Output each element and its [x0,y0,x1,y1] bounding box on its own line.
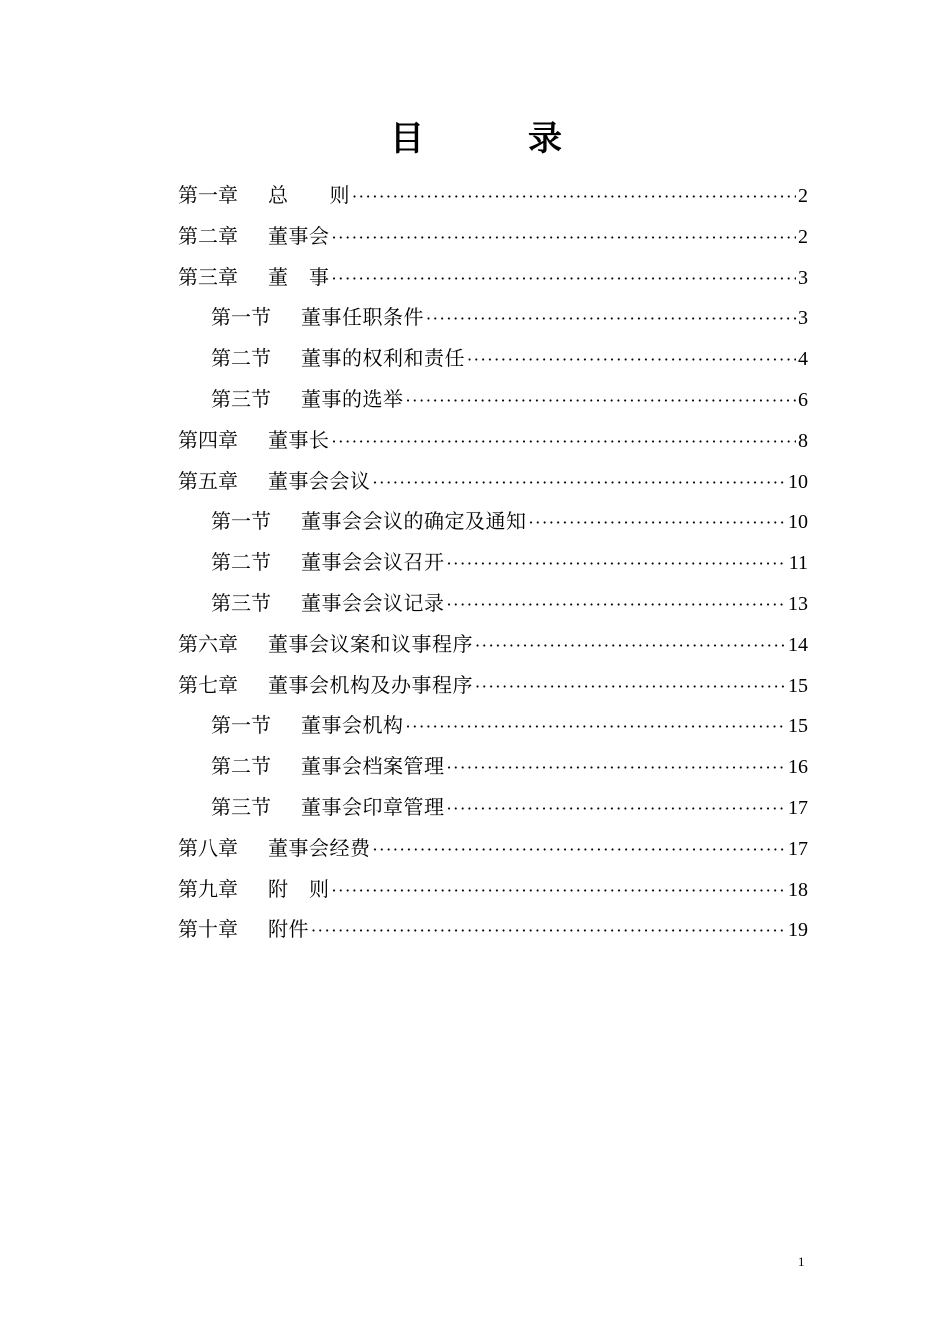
toc-chapter-entry[interactable] [178,828,808,869]
toc-entry-title: 董事任职条件 [301,305,424,330]
toc-entry-title: 董事会档案管理 [301,754,445,779]
toc-section-entry[interactable] [178,379,808,420]
toc-entry-page-number: 17 [788,837,808,860]
toc-entry-label: 第四章 [178,427,238,452]
toc-entry-page-number: 19 [788,919,808,942]
toc-dot-leader [447,789,787,830]
toc-section-entry[interactable] [178,297,808,338]
toc-section-entry[interactable] [178,787,808,828]
toc-dot-leader [475,667,786,708]
toc-entry-title: 董事会经费 [268,835,371,860]
toc-chapter-entry[interactable] [178,869,808,910]
toc-entry-title: 董事会会议的确定及通知 [301,509,527,534]
toc-entry-page-number: 2 [798,225,808,248]
toc-entry-page-number: 10 [788,470,808,493]
toc-title [390,112,570,166]
toc-dot-leader [332,218,797,259]
toc-entry-page-number: 14 [788,633,808,656]
toc-dot-leader [311,911,786,952]
toc-chapter-entry[interactable] [178,461,808,502]
toc-entry-label: 第十章 [178,917,238,942]
toc-entry-title: 董 事 [268,264,330,289]
toc-entry-label: 第一章 [178,183,238,207]
toc-entry-title: 董事会会议 [268,468,371,493]
toc-entry-page-number: 6 [798,388,808,411]
toc-entry-title: 董事会会议召开 [301,550,445,575]
toc-entry-page-number: 17 [788,796,808,819]
toc-chapter-entry[interactable] [178,909,808,950]
toc-title-char-2: 录 [528,119,562,159]
toc-chapter-entry[interactable] [178,665,808,706]
toc-dot-leader [332,259,797,300]
toc-dot-leader [467,340,796,381]
toc-section-entry[interactable] [178,583,808,624]
toc-chapter-entry[interactable] [178,257,808,298]
toc-entry-label: 第一节 [211,305,271,330]
toc-entry-title: 附 则 [268,876,330,901]
toc-entry-label: 第九章 [178,876,238,901]
toc-chapter-entry[interactable] [178,216,808,257]
toc-chapter-entry[interactable] [178,420,808,461]
toc-entry-label: 第二章 [178,223,238,248]
toc-dot-leader [406,707,787,748]
toc-chapter-entry[interactable] [178,624,808,665]
toc-dot-leader [332,422,797,463]
toc-title-char-1: 目 [390,119,424,159]
toc-entry-label: 第七章 [178,672,238,697]
toc-section-entry[interactable] [178,338,808,379]
toc-entry-title: 董事会会议记录 [301,590,445,615]
toc-dot-leader [475,626,786,667]
toc-entry-page-number: 15 [788,715,808,738]
toc-entry-title: 附件 [268,917,309,942]
toc-entry-title: 董事会机构 [301,713,404,738]
toc-dot-leader [373,830,787,871]
toc-section-entry[interactable] [178,542,808,583]
toc-entry-page-number: 10 [788,511,808,534]
toc-entry-title: 董事长 [268,427,330,452]
toc-dot-leader [447,585,787,626]
toc-entry-page-number: 4 [798,348,808,371]
toc-entry-title: 董事会印章管理 [301,794,445,819]
toc-dot-leader [426,299,796,340]
toc-entry-page-number: 3 [798,266,808,289]
toc-entry-title: 董事会机构及办事程序 [268,672,473,697]
toc-entry-page-number: 15 [788,674,808,697]
toc-entry-label: 第八章 [178,835,238,860]
toc-entry-page-number: 13 [788,592,808,615]
toc-entry-title: 董事会议案和议事程序 [268,631,473,656]
toc-entry-title: 董事的选举 [301,386,404,411]
toc-dot-leader [352,177,796,218]
toc-entry-label: 第六章 [178,631,238,656]
toc-dot-leader [332,871,787,912]
toc-entry-title: 董事会 [268,223,330,248]
toc-entry-label: 第三节 [211,386,271,411]
toc-entry-page-number: 8 [798,429,808,452]
toc-chapter-entry[interactable] [178,175,808,216]
toc-section-entry[interactable] [178,705,808,746]
toc-entry-page-number: 3 [798,307,808,330]
toc-entry-label: 第二节 [211,550,271,575]
toc-section-entry[interactable] [178,501,808,542]
toc-entry-page-number: 18 [788,878,808,901]
toc-entry-page-number: 11 [788,552,808,575]
toc-entry-label: 第一节 [211,509,271,534]
toc-entry-label: 第三章 [178,264,238,289]
page-number: 1 [798,1254,805,1269]
table-of-contents [178,175,808,950]
toc-dot-leader [406,381,797,422]
toc-entry-label: 第三节 [211,590,271,615]
toc-entry-label: 第二节 [211,346,271,371]
toc-dot-leader [447,748,787,789]
toc-entry-title: 董事的权利和责任 [301,346,465,371]
toc-dot-leader [447,544,787,585]
toc-entry-label: 第二节 [211,754,271,779]
toc-entry-title: 总 则 [268,183,350,207]
toc-entry-page-number: 16 [788,756,808,779]
toc-entry-label: 第五章 [178,468,238,493]
toc-entry-page-number: 2 [798,185,808,207]
toc-dot-leader [529,503,787,544]
toc-entry-label: 第一节 [211,713,271,738]
toc-dot-leader [373,463,787,504]
toc-entry-label: 第三节 [211,794,271,819]
toc-section-entry[interactable] [178,746,808,787]
